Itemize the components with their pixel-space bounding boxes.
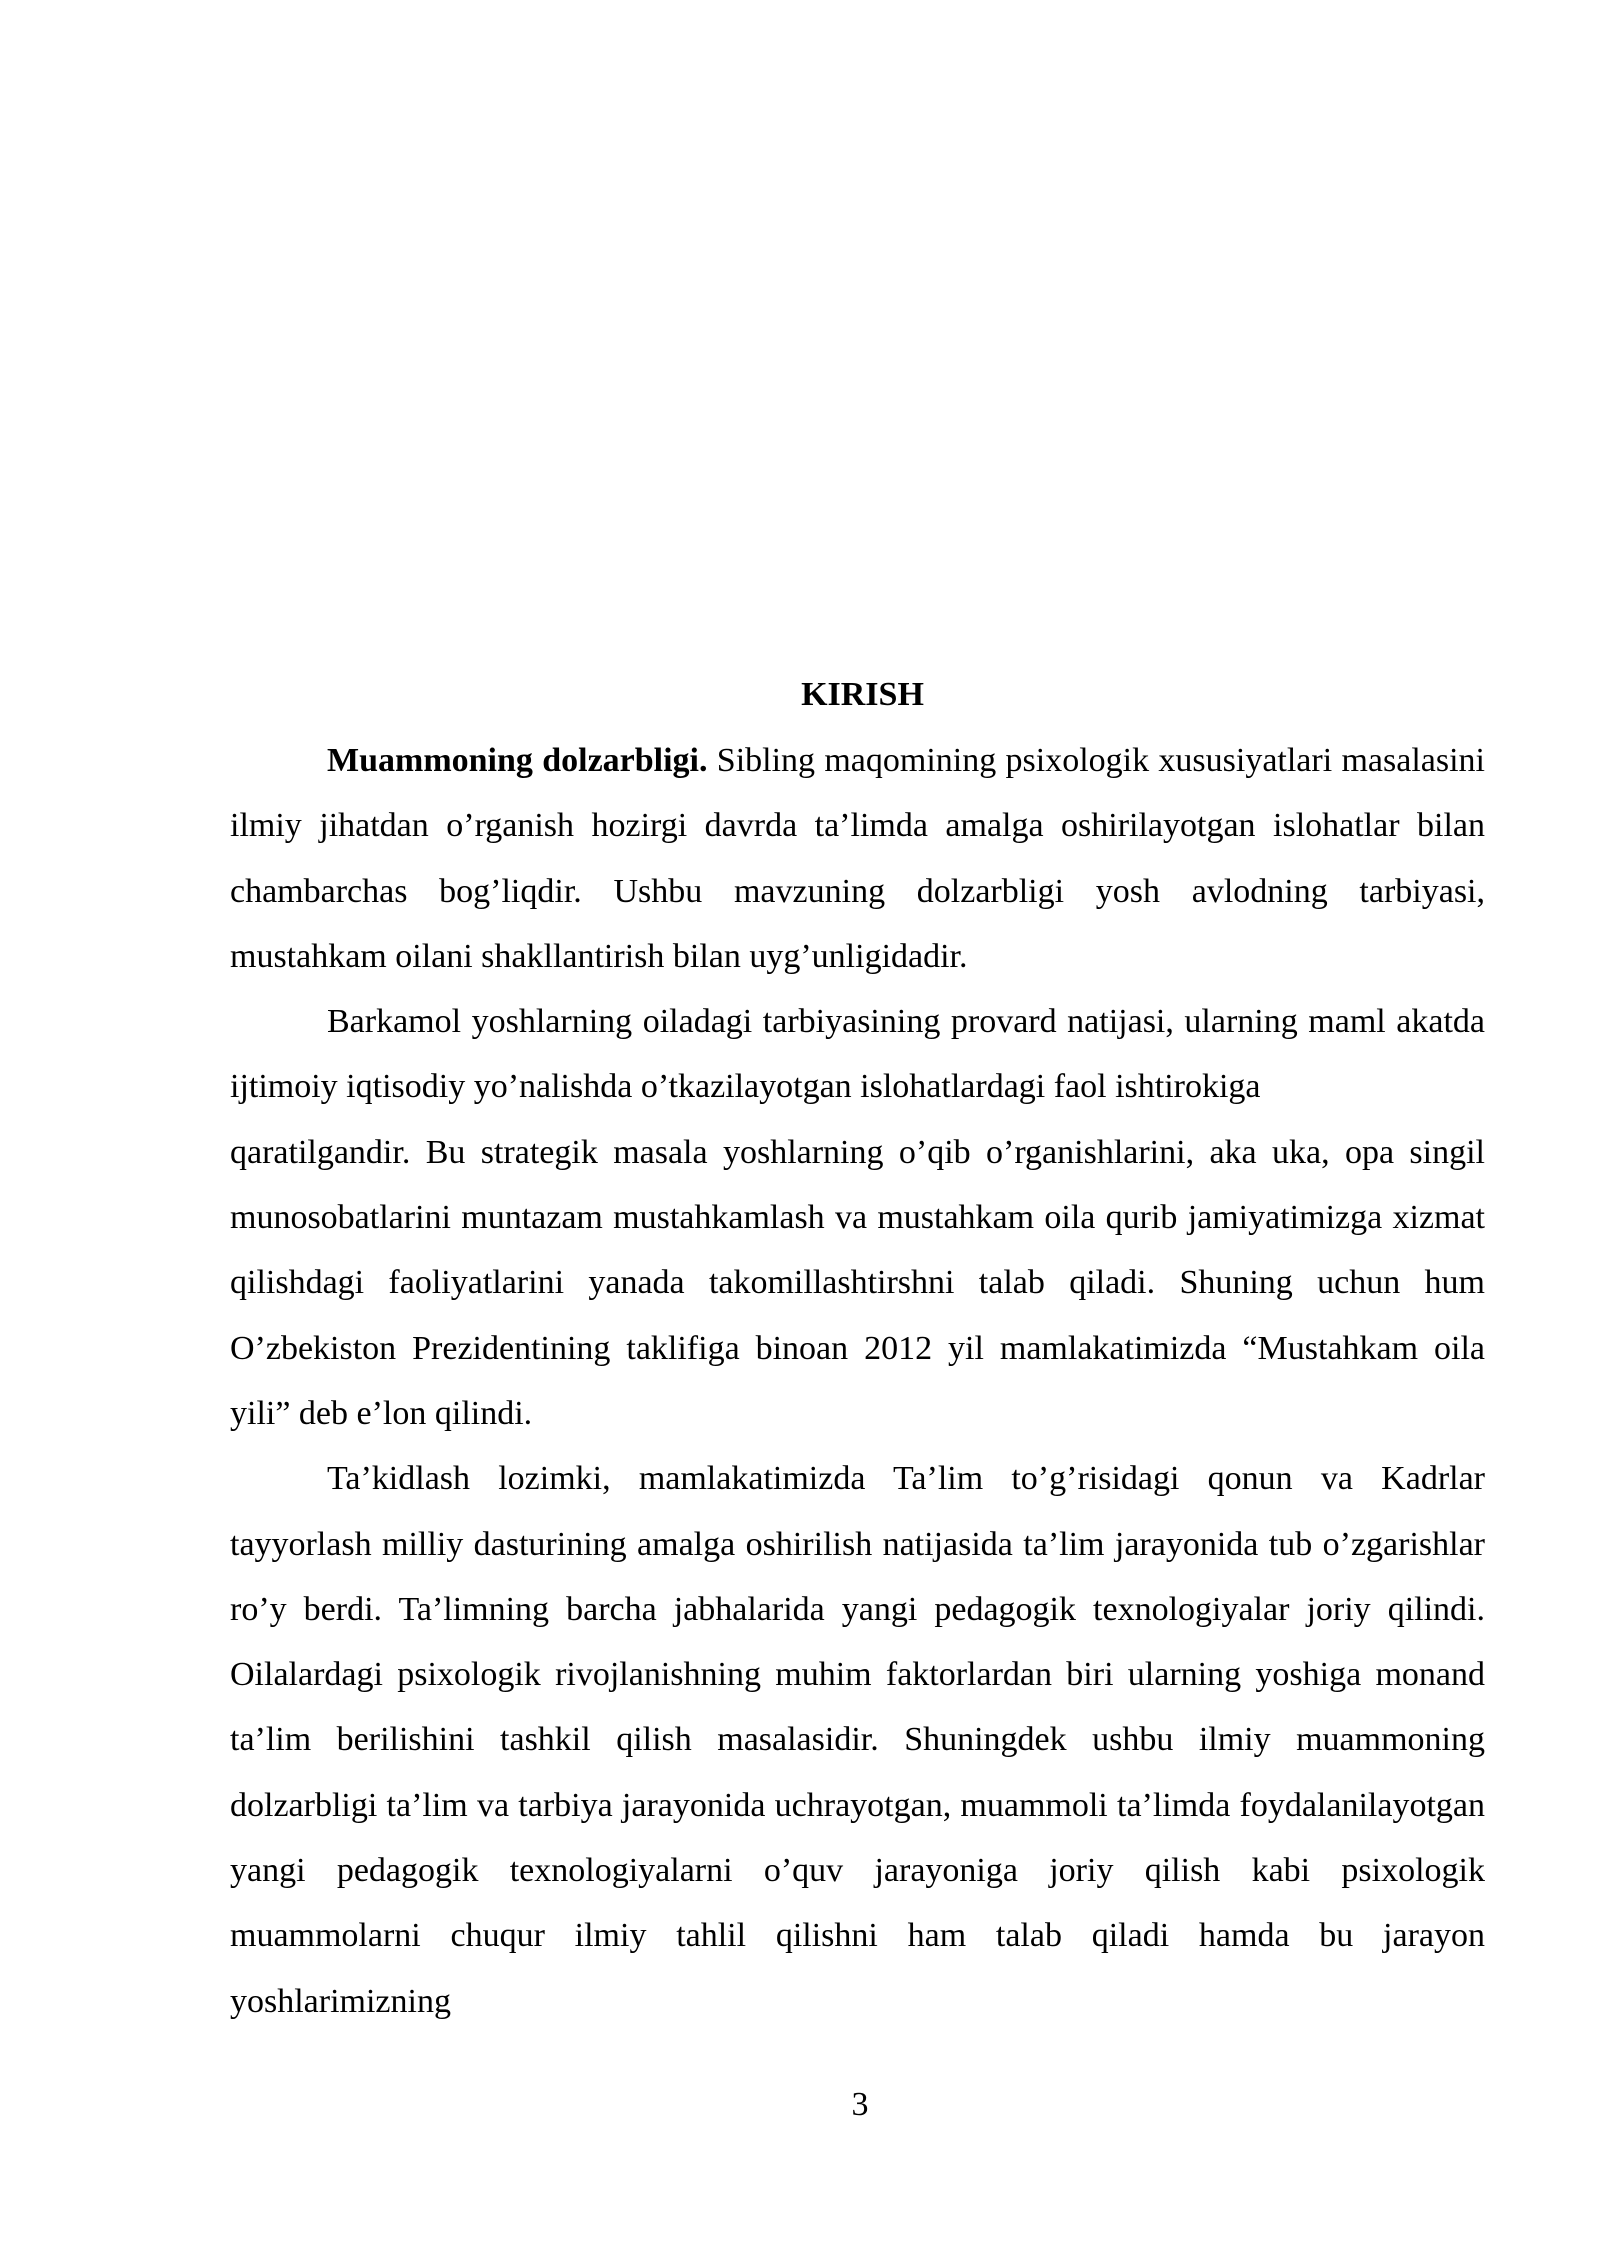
paragraph-strategy <box>230 1120 1485 1446</box>
section-heading: KIRISH <box>801 676 924 713</box>
page-content <box>230 670 1485 2034</box>
paragraph-lead: Muammoning dolzarbligi. <box>327 742 708 779</box>
paragraph-relevance <box>230 728 1485 989</box>
paragraph-text: qaratilgandir. Bu strategik masala yoshlarning o’qib o’rganishlarini, aka uka, opa singil munosobatlarini muntazam mustahkamlash va mustahkam oila qurib jamiyatimizga xizmat qilishdagi faoliyatlarini yanada takomillashtirshni talab qiladi. Shuning uchun hum O’zbekiston Prezidentining taklifiga binoan 2012 yil mamlakatimizda “Mustahkam oila yili” deb e’lon qilindi. <box>230 1133 1485 1432</box>
paragraph-upbringing <box>230 989 1485 1120</box>
paragraph-text: Barkamol yoshlarning oiladagi tarbiyasining provard natijasi, ularning maml akatda ijtimoiy iqtisodiy yo’nalishda o’tkazilayotgan islohatlardagi faol ishtirokiga <box>230 1003 1485 1106</box>
paragraph-text: Sibling maqomining psixologik xususiyatlari masalasini ilmiy jihatdan o’rganish hozirgi davrda ta’limda amalga oshirilayotgan islohatlar bilan chambarchas bog’liqdir. Ushbu mavzuning dolzarbligi yosh avlodning tarbiyasi, mustahkam oilani shakllantirish bilan uyg’unligidadir. <box>230 742 1485 975</box>
paragraph-education-reform <box>230 1446 1485 2034</box>
paragraph-text: Ta’kidlash lozimki, mamlakatimizda Ta’lim to’g’risidagi qonun va Kadrlar tayyorlash milliy dasturining amalga oshirilish natijasida ta’lim jarayonida tub o’zgarishlar ro’y berdi. Ta’limning barcha jabhalarida yangi pedagogik texnologiyalar joriy qilindi. Oilalardagi psixologik rivojlanishning muhim faktorlardan biri ularning yoshiga monand ta’lim berilishini tashkil qilish masalasidir. Shuningdek ushbu ilmiy muammoning dolzarbligi ta’lim va tarbiya jarayonida uchrayotgan, muammoli ta’limda foydalanilayotgan yangi pedagogik texnologiyalarni o’quv jarayoniga joriy qilish kabi psixologik muammolarni chuqur ilmiy tahlil qilishni ham talab qiladi hamda bu jarayon yoshlarimizning <box>230 1460 1485 2020</box>
page-number: 3 <box>851 2086 869 2123</box>
